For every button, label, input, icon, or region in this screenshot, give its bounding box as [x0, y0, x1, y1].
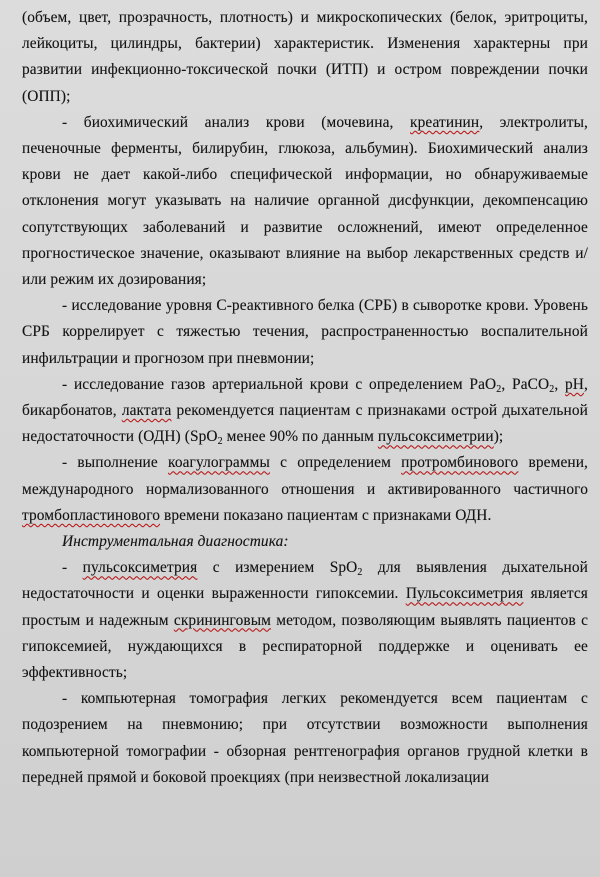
- paragraph-ct: [22, 686, 588, 791]
- text-segment: - выполнение: [62, 454, 169, 472]
- text-segment: времени, международного нормализованного отношения и активированного частичного: [22, 454, 589, 498]
- paragraph-biochemistry: [22, 110, 588, 293]
- text-segment: с определением: [269, 454, 402, 472]
- text-segment: методом, позволяющим выявлять пациентов с гипоксемией, нуждающихся в респираторной поддержке и оценивать ее эффективность;: [22, 611, 589, 682]
- text-segment: - исследование уровня С-реактивного белка (СРБ) в сыворотке крови. Уровень СРБ коррелирует с тяжестью течения, распространенностью воспалительной инфильтрации и прогнозом при пневмонии;: [22, 297, 588, 367]
- text-segment: , бикарбонатов,: [22, 375, 588, 420]
- spellcheck-word: креатинин: [410, 113, 480, 131]
- text-segment: является простым и надежным: [22, 585, 588, 629]
- text-segment: с измерением SpO: [197, 559, 358, 577]
- subscript: 2: [357, 567, 363, 579]
- text-segment: - биохимический анализ крови (мочевина,: [62, 113, 411, 131]
- text-segment: рекомендуется пациентам с признаками острой дыхательной недостаточности (ОДН) (SpO: [22, 402, 588, 446]
- subscript: 2: [496, 383, 502, 395]
- paragraph-blood-gases: [22, 372, 588, 451]
- subscript: 2: [549, 383, 555, 395]
- spellcheck-word: коагулограммы: [168, 454, 270, 472]
- spellcheck-word: лактата: [121, 402, 172, 420]
- paragraph-urinalysis-continuation: [22, 5, 588, 110]
- text-segment: - исследование газов артериальной крови с определением PaO: [62, 375, 497, 393]
- text-segment: , PaCO: [501, 375, 550, 393]
- text-segment: для выявления дыхательной недостаточности и оценки выраженности гипоксемии.: [22, 559, 588, 603]
- text-segment: - компьютерная томография легких рекомендуется всем пациентам с подозрением на пневмонию; при отсутствии возможности выполнения компьютерной томографии - обзорная рентгенография органов грудной клетки в передней прямой и боковой проекциях (при неизвестной локализации: [22, 690, 588, 786]
- text-segment: времени показано пациентам с признаками ОДН.: [160, 506, 492, 524]
- subscript: 2: [217, 436, 223, 448]
- spellcheck-word: пульсоксиметрии: [377, 428, 494, 446]
- text-segment: -: [62, 559, 83, 577]
- spellcheck-word: Пульсоксиметрия: [405, 585, 524, 603]
- text-segment: ,: [554, 375, 566, 393]
- section-heading-instrumental: [22, 529, 588, 555]
- paragraph-coagulogram: [22, 450, 588, 529]
- text-segment: );: [493, 428, 504, 446]
- text-segment: (объем, цвет, прозрачность, плотность) и микроскопических (белок, эритроциты, лейкоциты, цилиндры, бактерии) характеристик. Изменения характерны при развитии инфекционно-токсической почки (ИТП) и остром повреждении почки (ОПП);: [22, 9, 588, 105]
- spellcheck-word: пульсоксиметрия: [82, 559, 198, 577]
- spellcheck-word: протромбинового: [401, 454, 519, 472]
- spellcheck-word: pH: [565, 375, 585, 393]
- spellcheck-word: тромбопластинового: [22, 506, 161, 524]
- paragraph-pulse-oximetry: [22, 555, 588, 686]
- heading-text: Инструментальная диагностика:: [62, 533, 289, 551]
- spellcheck-word: скрининговым: [173, 611, 272, 629]
- text-segment: менее 90% по данным: [222, 428, 378, 446]
- paragraph-crp: [22, 293, 588, 372]
- text-segment: , электролиты, печеночные ферменты, билирубин, глюкоза, альбумин). Биохимический анализ крови не дает какой-либо специфической информации, но обнаруживаемые отклонения могут указывать на наличие органной дисфункции, декомпенсацию сопутствующих заболеваний и развитие осложнений, имеют определенное прогностическое значение, оказывают влияние на выбор лекарственных средств и/или режим их дозирования;: [22, 113, 588, 289]
